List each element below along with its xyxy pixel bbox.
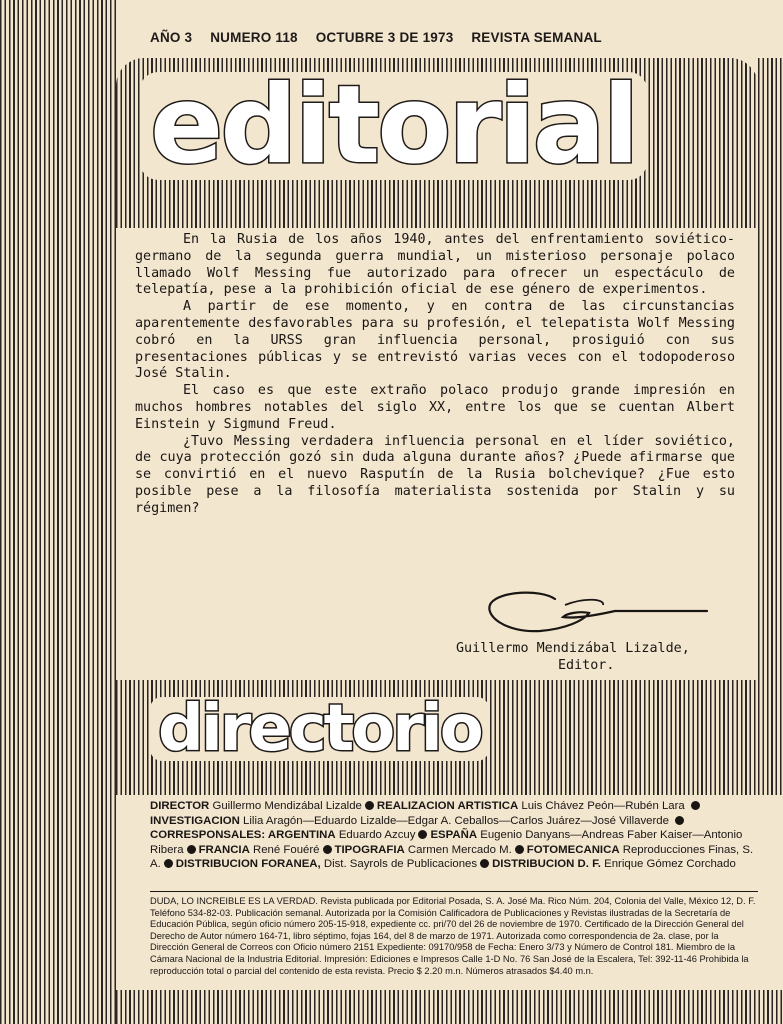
issue-number: NUMERO 118: [210, 30, 298, 45]
editorial-body: [135, 232, 735, 518]
bottom-line-pattern: [116, 990, 783, 1024]
editorial-logo: editorial: [140, 72, 647, 180]
issue-type: REVISTA SEMANAL: [471, 30, 602, 45]
staff-role: DIRECTOR: [150, 800, 210, 812]
staff-names: Lilia Aragón—Eduardo Lizalde—Edgar A. Ceballos—Carlos Juárez—José Villaverde: [243, 814, 669, 827]
bullet-icon: [365, 801, 374, 810]
staff-role: DISTRIBUCION FORANEA,: [175, 858, 321, 871]
staff-role: INVESTIGACION: [150, 814, 240, 827]
staff-role: REALIZACION ARTISTICA: [376, 800, 519, 812]
editorial-paragraph: A partir de ese momento, y en contra de las circunstancias aparentemente desfavorables para su profesión, el telepatista Wolf Messing cobró en la URSS gran influencia personal, prosiguió con sus presentaciones públicas y se entrevistó varias veces con el todopoderoso José Stalin.: [135, 299, 735, 382]
staff-names: Dist. Sayrols de Publicaciones: [323, 858, 478, 871]
divider: [150, 891, 758, 892]
right-line-pattern: [758, 58, 783, 798]
staff-names: Eduardo Azcuy: [338, 829, 416, 842]
left-line-pattern: [0, 0, 116, 1024]
staff-names: Guillermo Mendizábal Lizalde: [212, 800, 362, 812]
staff-role: DISTRIBUCION D. F.: [492, 858, 601, 871]
staff-role: FOTOMECANICA: [526, 843, 620, 856]
bullet-icon: [675, 816, 684, 825]
staff-role: CORRESPONSALES: ARGENTINA: [150, 829, 336, 842]
staff-names: Enrique Gómez Corchado: [604, 858, 736, 871]
staff-role: TIPOGRAFIA: [334, 843, 405, 856]
editorial-paragraph: En la Rusia de los años 1940, antes del enfrentamiento soviético-germano de la segunda guerra mundial, un misterioso personaje polaco llamado Wolf Messing fue autorizado para ofrecer un espectáculo de telepatía, pese a la prohibición oficial de ese género de experimentos.: [135, 232, 735, 298]
issue-header: [150, 30, 750, 45]
legal-notice: DUDA, LO INCREIBLE ES LA VERDAD. Revista publicada por Editorial Posada, S. A. José Ma. Rico Núm. 204, Colonia del Valle, México 12, D. F. Teléfono 534-82-03. Publicación semanal. Autorizada por la Comisión Calificadora de Publicaciones y Revistas ilustradas de la Secretaría de Educación Pública, según oficio número 205-15-918, expediente cc. pri/70 del 26 de noviembre de 1970. Certificado de la Dirección General del Derecho de Autor número 164-71, libro séptimo, fojas 164, del 8 de marzo de 1971. Autorizada como correspondencia de 2a. clase, por la Dirección General de Correos con Oficio número 2151 Expediente: 09170/958 de Fecha: Enero 3/73 y Número de Control 181. Miembro de la Cámara Nacional de la Industria Editorial. Impresión: Ediciones e Impresos Calle 1-D No. 76 San José de la Escalera, Tel: 392-11-46 Prohibida la reproducción total o parcial del contenido de esta revista. Precio $ 2.20 m.n. Números atrasados $4.40 m.n.: [150, 896, 756, 976]
staff-directory: [150, 799, 760, 872]
bullet-icon: [480, 859, 489, 868]
editorial-paragraph: El caso es que este extraño polaco produjo grande impresión en muchos hombres notables del siglo XX, entre los que se cuentan Albert Einstein y Sigmund Freud.: [135, 383, 735, 432]
staff-names: Reproducciones Finas, S. A.: [150, 843, 754, 871]
bullet-icon: [418, 830, 427, 839]
bullet-icon: [323, 845, 332, 854]
issue-year: AÑO 3: [150, 30, 193, 45]
staff-names: Eugenio Danyans—Andreas Faber Kaiser—Antonio Ribera: [150, 829, 743, 856]
directorio-logo: directorio: [150, 697, 489, 761]
editor-title: Editor.: [558, 658, 615, 673]
staff-names: René Fouéré: [253, 843, 320, 856]
handwritten-signature: [485, 585, 710, 640]
editorial-paragraph: ¿Tuvo Messing verdadera influencia personal en el líder soviético, de cuya protección gozó sin duda alguna durante años? ¿Puede afirmarse que se convirtió en el nuevo Rasputín de la Rusia bolchevique? ¿Fue esto posible pese a la filosofía materialista sostenida por Stalin y su régimen?: [135, 433, 735, 516]
issue-date: OCTUBRE 3 DE 1973: [315, 30, 454, 45]
editor-name: Guillermo Mendizábal Lizalde,: [456, 641, 690, 656]
staff-names: Carmen Mercado M.: [407, 843, 512, 856]
bullet-icon: [187, 845, 196, 854]
staff-role: FRANCIA: [198, 843, 250, 856]
bullet-icon: [164, 859, 173, 868]
bullet-icon: [515, 845, 524, 854]
bullet-icon: [691, 801, 700, 810]
editor-signature-block: [456, 640, 756, 674]
staff-role: ESPAÑA: [430, 829, 478, 842]
staff-names: Luis Chávez Peón—Rubén Lara: [521, 800, 685, 812]
